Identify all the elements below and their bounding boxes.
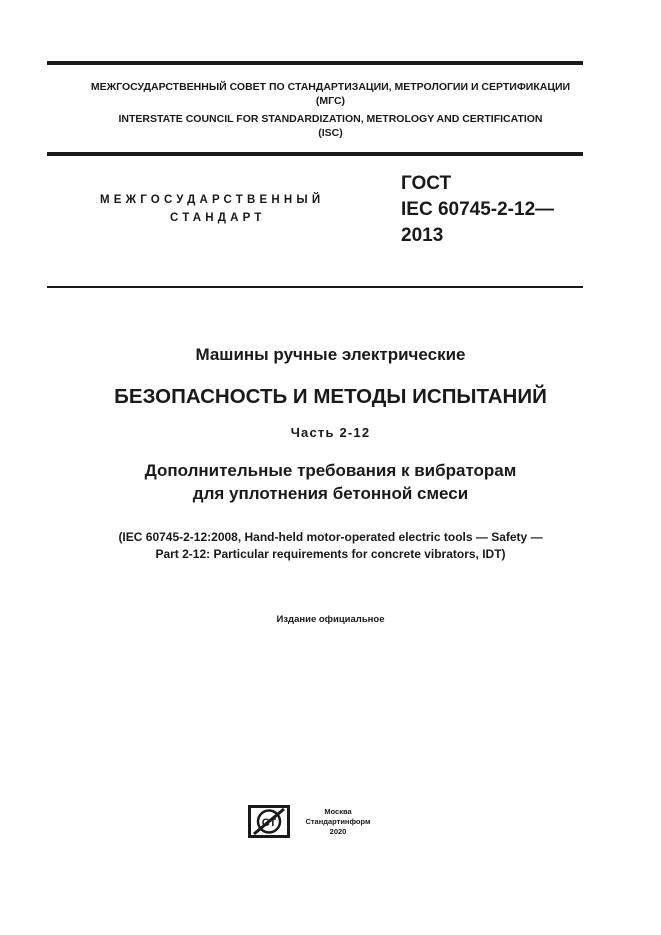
standard-code-line3: 2013 [401, 225, 444, 246]
header-bottom-rule [47, 152, 583, 156]
title-category: Машины ручные электрические [195, 345, 466, 364]
council-en: INTERSTATE COUNCIL FOR STANDARDIZATION, METROLOGY AND CERTIFICATION [118, 113, 543, 125]
title-sub [0, 459, 661, 505]
iec-reference [0, 529, 661, 563]
publisher-year: 2020 [329, 827, 347, 836]
edition-label: Издание официальное [276, 614, 385, 625]
iec-reference-line1: (IEC 60745-2-12:2008, Hand-held motor-operated electric tools — Safety — [118, 530, 543, 544]
standard-code [401, 171, 554, 249]
publisher-city: Москва [324, 807, 352, 816]
top-rule [47, 61, 583, 65]
standard-rule [47, 286, 583, 288]
title-sub-line2: для уплотнения бетонной смеси [192, 484, 469, 503]
publisher-info [294, 807, 382, 837]
standard-code-line2: IEC 60745-2-12— [401, 199, 555, 220]
council-ru: МЕЖГОСУДАРСТВЕННЫЙ СОВЕТ ПО СТАНДАРТИЗАЦИИ, МЕТРОЛОГИИ И СЕРТИФИКАЦИИ [90, 81, 571, 93]
title-sub-line1: Дополнительные требования к вибраторам [144, 461, 517, 480]
logo-text: СТ [261, 817, 277, 829]
standartinform-logo-icon [248, 805, 290, 838]
council-ru-abbr: (МГС) [315, 95, 346, 107]
standard-kind-line1: МЕЖГОСУДАРСТВЕННЫЙ [100, 194, 325, 206]
standard-kind-line2: СТАНДАРТ [170, 212, 266, 224]
publisher-name: Стандартинформ [305, 817, 371, 826]
title-part: Часть 2-12 [290, 425, 371, 440]
iec-reference-line2: Part 2-12: Particular requirements for concrete vibrators, IDT) [155, 547, 506, 561]
standard-code-line1: ГОСТ [401, 173, 452, 194]
council-en-abbr: (ISC) [318, 127, 343, 139]
title-main: БЕЗОПАСНОСТЬ И МЕТОДЫ ИСПЫТАНИЙ [114, 385, 547, 408]
